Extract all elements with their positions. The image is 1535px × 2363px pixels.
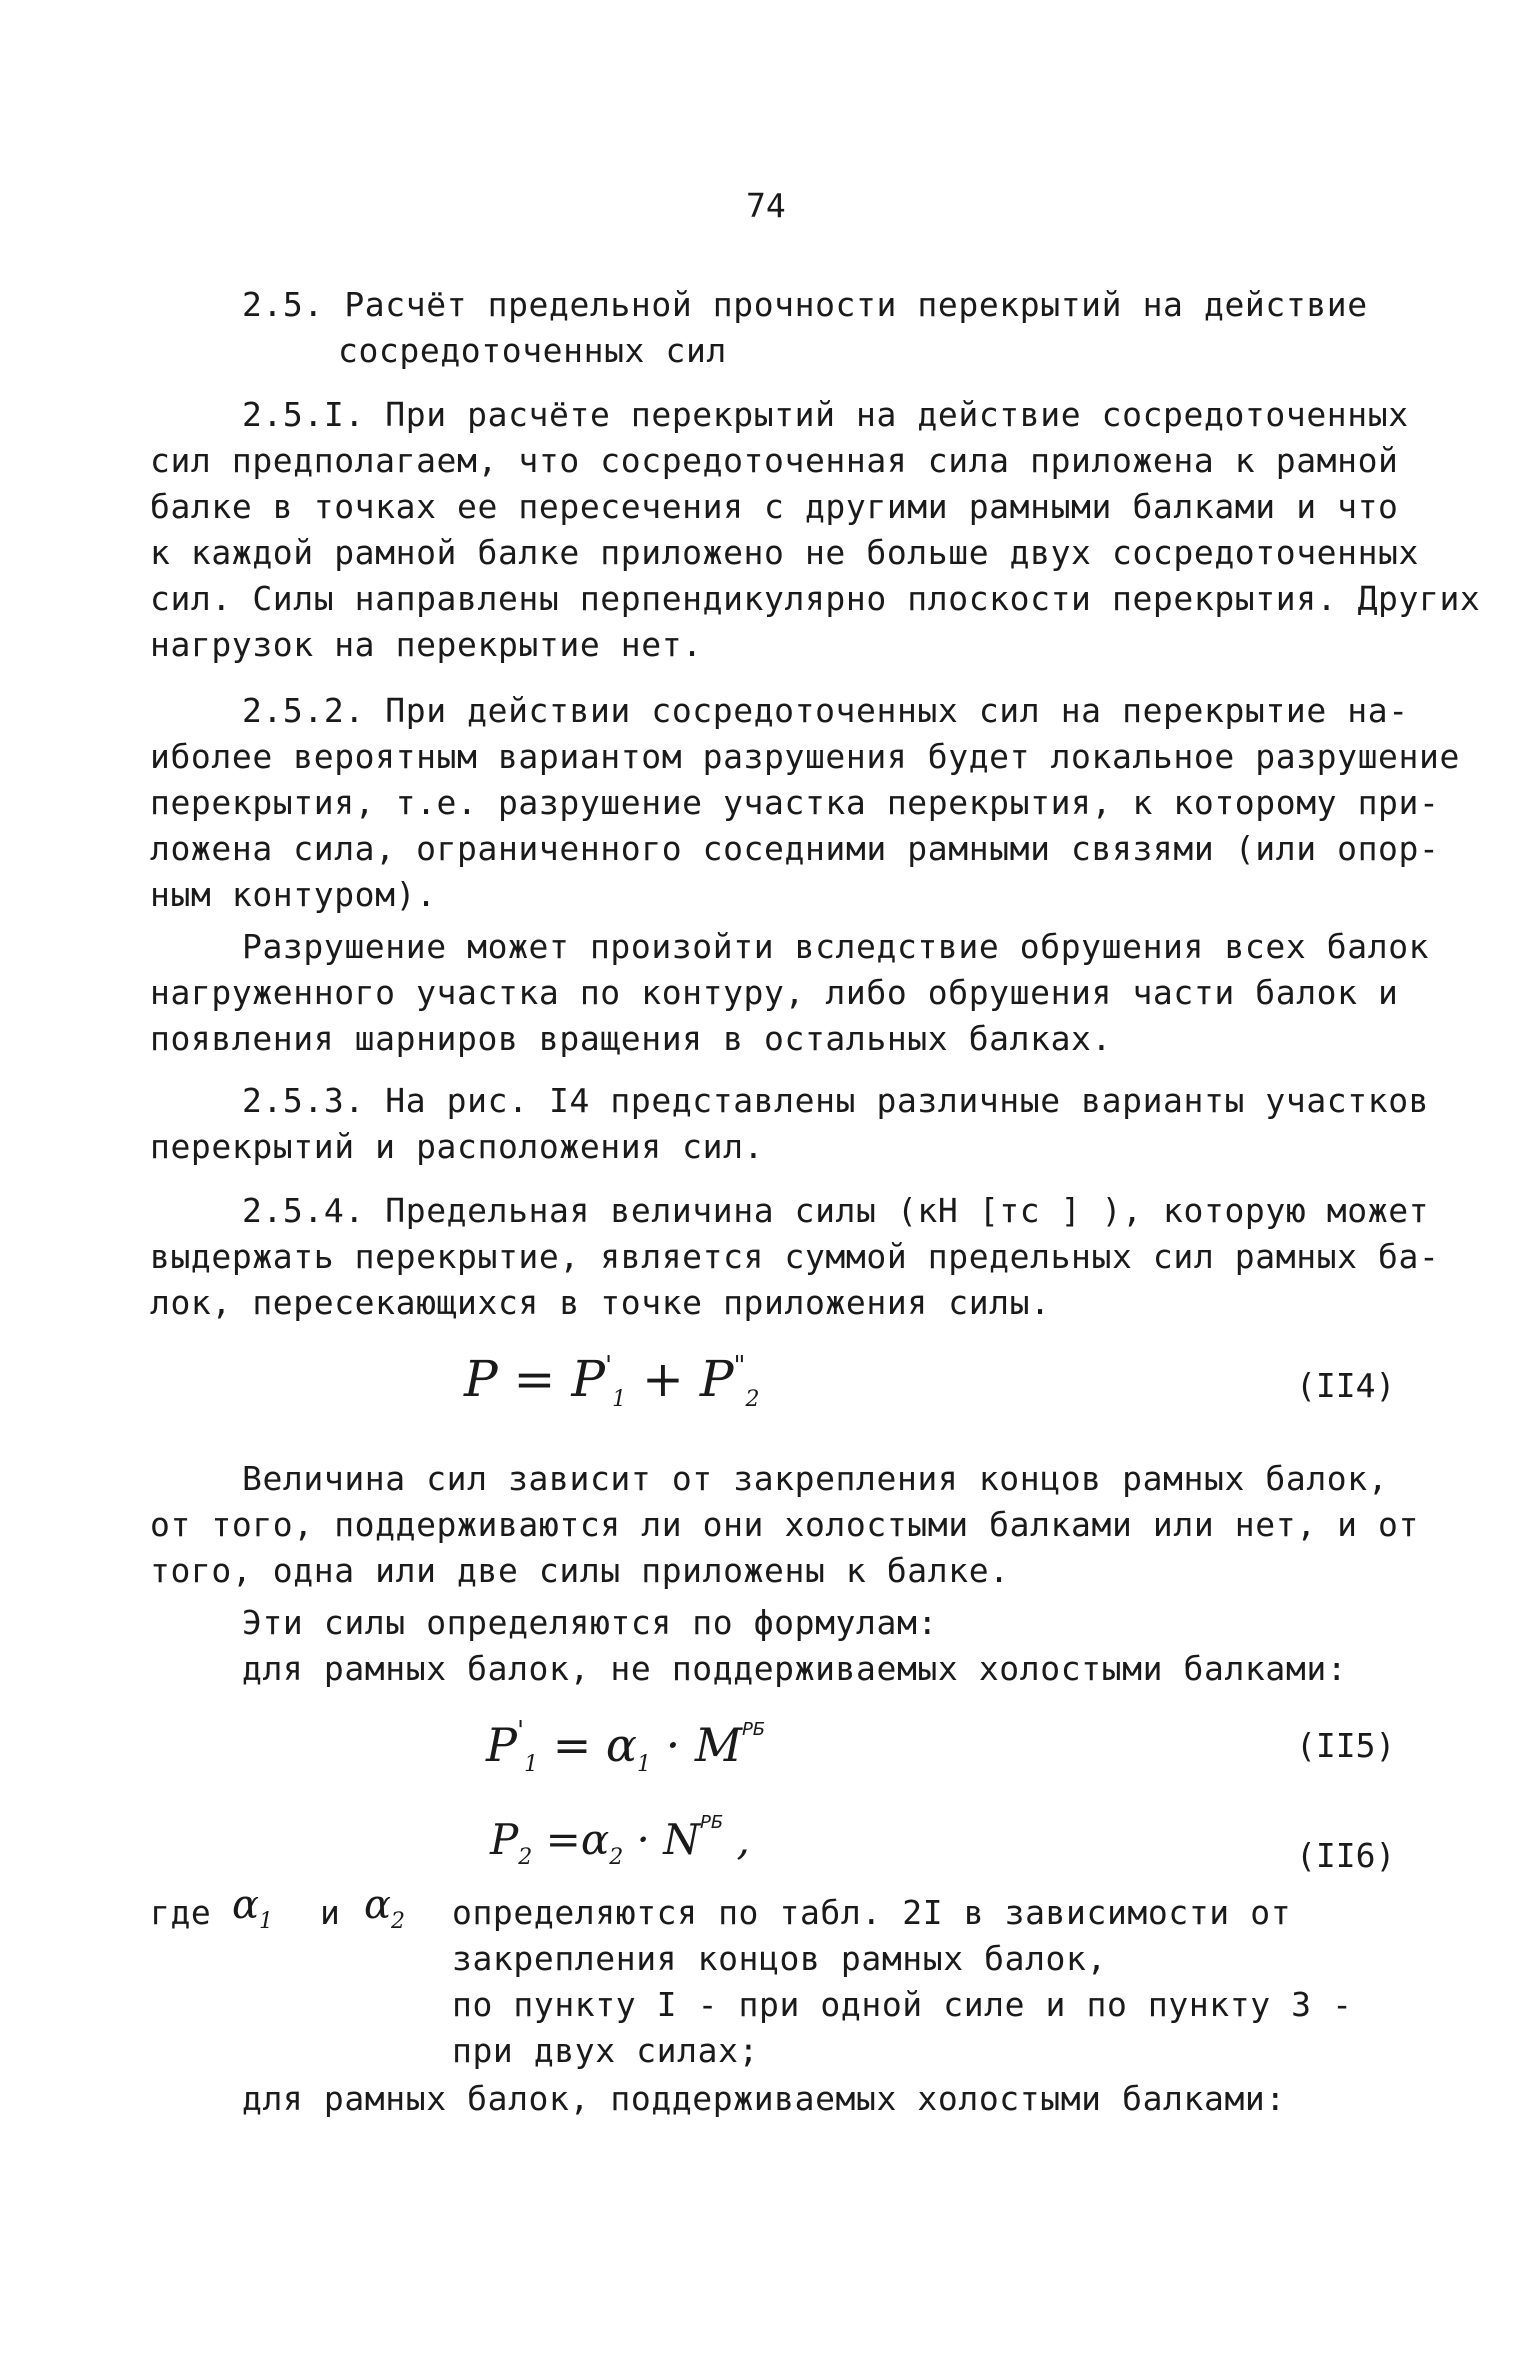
where-label: где bbox=[150, 1893, 212, 1932]
formula-116: $P_2 =\alpha_2 \cdot N^{РБ}$ , bbox=[490, 1812, 750, 1870]
formula-number-116: (II6) bbox=[1296, 1836, 1396, 1875]
paragraph-2-5-2-line: перекрытия, т.е. разрушение участка перекрытия, к которому при- bbox=[150, 783, 1440, 822]
paragraph-2-5-2-line: 2.5.2. При действии сосредоточенных сил на перекрытие на- bbox=[242, 691, 1409, 730]
where-explanation-line: по пункту I - при одной силе и по пункту 3 - bbox=[452, 1985, 1353, 2024]
paragraph-2-5-1-line: 2.5.I. При расчёте перекрытий на действие сосредоточенных bbox=[242, 395, 1409, 434]
paragraph-forces-line: того, одна или две силы приложены к балке. bbox=[150, 1551, 1010, 1590]
paragraph-2-5-1-line: нагрузок на перекрытие нет. bbox=[150, 625, 703, 664]
unsupported-beams-text: для рамных балок, не поддерживаемых холостыми балками: bbox=[242, 1649, 1348, 1688]
paragraph-forces-line: от того, поддерживаются ли они холостыми балками или нет, и от bbox=[150, 1505, 1419, 1544]
where-explanation-line: закрепления концов рамных балок, bbox=[452, 1939, 1107, 1978]
formula-115: $P'_1 = \alpha_1 \cdot M^{РБ}$ bbox=[486, 1716, 766, 1777]
paragraph-2-5-1-line: сил предполагаем, что сосредоточенная сила приложена к рамной bbox=[150, 441, 1399, 480]
page-number: 74 bbox=[746, 186, 786, 225]
where-explanation-line: определяются по табл. 2I в зависимости от bbox=[452, 1893, 1292, 1932]
paragraph-2-5-1-line: сил. Силы направлены перпендикулярно плоскости перекрытия. Других bbox=[150, 579, 1481, 618]
paragraph-2-5-2-line: иболее вероятным вариантом разрушения будет локальное разрушение bbox=[150, 737, 1460, 776]
paragraph-2-5-2-line: ложена сила, ограниченного соседними рамными связями (или опор- bbox=[150, 829, 1440, 868]
paragraph-2-5-4-line: 2.5.4. Предельная величина силы (кН [тс ] ), которую может bbox=[242, 1191, 1430, 1230]
paragraph-2-5-3-line: перекрытий и расположения сил. bbox=[150, 1127, 765, 1166]
paragraph-2-5-1-line: балке в точках ее пересечения с другими рамными балками и что bbox=[150, 487, 1399, 526]
alpha-2-symbol: $\alpha_2$ bbox=[364, 1882, 406, 1934]
section-title-line-2: сосредоточенных сил bbox=[338, 331, 727, 370]
paragraph-2-5-4-line: лок, пересекающихся в точке приложения силы. bbox=[150, 1283, 1051, 1322]
formula-114: $P = P'_1 + P^"_2$ bbox=[464, 1350, 760, 1412]
paragraph-collapse-line: Разрушение может произойти вследствие обрушения всех балок bbox=[242, 927, 1430, 966]
supported-beams-text: для рамных балок, поддерживаемых холостыми балками: bbox=[242, 2079, 1286, 2118]
paragraph-2-5-1-line: к каждой рамной балке приложено не больше двух сосредоточенных bbox=[150, 533, 1419, 572]
paragraph-2-5-4-line: выдержать перекрытие, является суммой предельных сил рамных ба- bbox=[150, 1237, 1440, 1276]
where-and: и bbox=[320, 1893, 341, 1932]
paragraph-forces-line: Величина сил зависит от закрепления концов рамных балок, bbox=[242, 1459, 1389, 1498]
paragraph-2-5-3-line: 2.5.3. На рис. I4 представлены различные варианты участков bbox=[242, 1081, 1430, 1120]
paragraph-2-5-2-line: ным контуром). bbox=[150, 875, 437, 914]
formulas-intro: Эти силы определяются по формулам: bbox=[242, 1603, 938, 1642]
formula-number-114: (II4) bbox=[1296, 1366, 1396, 1405]
section-title-line-1: 2.5. Расчёт предельной прочности перекрытий на действие bbox=[242, 285, 1368, 324]
alpha-1-symbol: $\alpha_1$ bbox=[232, 1882, 274, 1934]
formula-number-115: (II5) bbox=[1296, 1726, 1396, 1765]
where-explanation-line: при двух силах; bbox=[452, 2031, 760, 2070]
paragraph-collapse-line: нагруженного участка по контуру, либо обрушения части балок и bbox=[150, 973, 1399, 1012]
paragraph-collapse-line: появления шарниров вращения в остальных балках. bbox=[150, 1019, 1112, 1058]
